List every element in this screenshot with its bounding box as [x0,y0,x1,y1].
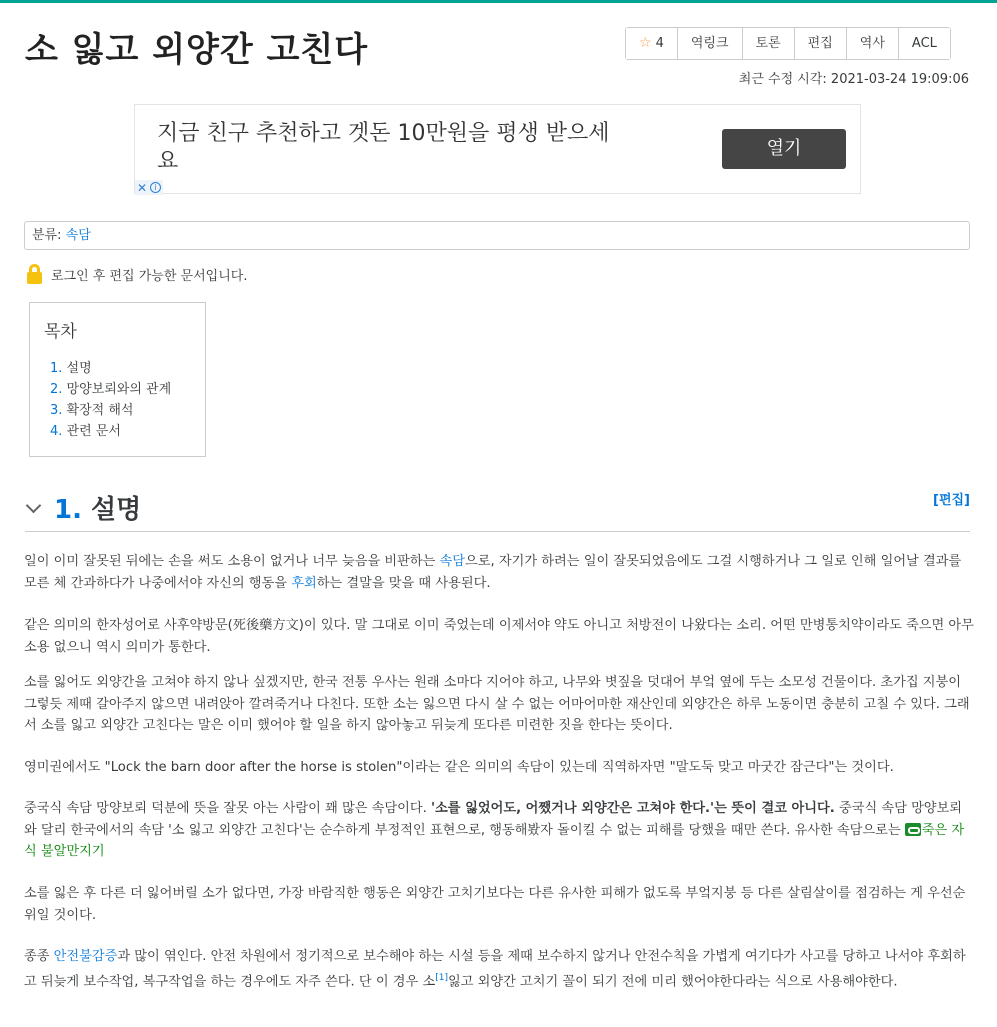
star-icon: ☆ [639,35,652,51]
page-title: 소 잃고 외양간 고친다 [25,30,369,70]
edit-permission-notice [27,264,247,284]
paragraph-7: 종종 안전불감증과 많이 엮인다. 안전 차원에서 정기적으로 보수해야 하는 시설 등을 제때 보수하지 않거나 안전수칙을 가볍게 여기다가 사고를 당하고 나서야 후회하고 뒤늦게 보수작업, 복구작업을 하는 경우에도 자주 쓴다. 단 이 경우 소[1]잃고 외양간 고치기 꼴이 되기 전에 미리 했어야한다라는 식으로 사용해야한다. [24,949,966,989]
chevron-down-icon[interactable] [26,498,42,514]
external-link-icon [905,823,921,836]
discussion-button[interactable]: 토론 [742,28,794,59]
info-icon[interactable]: i [150,182,161,193]
paragraph-6: 소를 잃은 후 다른 더 잃어버릴 소가 없다면, 가장 바람직한 행동은 외양간 고치기보다는 다른 유사한 피해가 없도록 부엌지붕 등 다른 살림살이를 점검하는 게 우선순위일 것이다. [24,886,966,923]
edit-button[interactable]: 편집 [794,28,846,59]
link-proverb[interactable]: 속담 [439,554,466,569]
toc-item[interactable]: 1. 설명 [50,361,92,376]
paragraph-1: 일이 이미 잘못된 뒤에는 손을 써도 소용이 없거나 너무 늦음을 비판하는 속담으로, 자기가 하려는 일이 잘못되었음에도 그걸 시행하거나 그 일로 인해 일어날 결과를 모른 체 간과하다가 나중에서야 자신의 행동을 후회하는 결말을 맞을 때 사용된다. [24,554,962,591]
lock-notice-text: 로그인 후 편집 가능한 문서입니다. [51,268,248,284]
link-related-proverb[interactable]: 죽은 자식 불알만지기 [24,822,965,859]
category-link[interactable]: 속담 [65,228,91,243]
footnote-link[interactable]: [1] [435,972,448,983]
document-actions [625,27,951,60]
toc-item[interactable]: 4. 관련 문서 [50,424,121,439]
ad-text: 지금 친구 추천하고 겟돈 10만원을 평생 받으세요 [157,121,610,174]
category-box [24,221,970,250]
advertisement-banner[interactable] [134,104,861,194]
table-of-contents [29,302,206,457]
toc-item[interactable]: 2. 망양보뢰와의 관계 [50,382,172,397]
section-edit-link[interactable]: [편집] [933,493,970,508]
star-button[interactable] [626,28,677,59]
paragraph-4: 영미권에서도 "Lock the barn door after the horse is stolen"이라는 같은 의미의 속담이 있는데 직역하자면 "말도둑 맞고 마굿간 잠근다"는 것이다. [24,760,894,775]
top-accent-bar [0,0,997,3]
star-count: 4 [655,36,664,51]
category-label: 분류: [32,228,62,243]
paragraph-3: 소를 잃어도 외양간을 고쳐야 하지 않나 싶겠지만, 한국 전통 우사는 원래 소마다 지어야 하고, 나무와 볏짚을 덧대어 부엌 옆에 두는 소모성 건물이다. 초가집 지붕이 그렇듯 제때 갈아주지 않으면 내려앉아 깔려죽거나 다친다. 또한 소는 잃으면 다시 살 수 없는 어마어마한 재산인데 외양간은 하루 노동이면 충분히 고칠 수 있다. 그래서 소를 잃고 외양간 고친다는 말은 이미 했어야 할 일을 하지 않아놓고 뒤늦게 또다른 미련한 짓을 한다는 뜻이다. [24,675,970,733]
backlinks-button[interactable]: 역링크 [677,28,742,59]
paragraph-5: 중국식 속담 망양보뢰 덕분에 뜻을 잘못 아는 사람이 꽤 많은 속담이다. '소를 잃었어도, 어쨌거나 외양간은 고쳐야 한다.'는 뜻이 결코 아니다. 중국식 속담 망양보뢰와 달리 한국에서의 속담 '소 잃고 외양간 고친다'는 순수하게 부정적인 표현으로, 행동해봤자 돌이킬 수 없는 피해를 당했을 때만 쓴다. 유사한 속담으로는 죽은 자식 불알만지기 [24,801,965,859]
close-icon[interactable]: ✕ [137,180,148,195]
last-modified: 최근 수정 시각: 2021-03-24 19:09:06 [738,72,969,87]
acl-button[interactable]: ACL [898,28,950,59]
ad-choices[interactable] [135,180,163,195]
section-title: 1. 설명 [54,495,142,525]
paragraph-2: 같은 의미의 한자성어로 사후약방문(死後藥方文)이 있다. 말 그대로 이미 죽었는데 이제서야 약도 아니고 처방전이 나왔다는 소리. 어떤 만병통치약이라도 죽으면 아무 소용 없으니 역시 의미가 통한다. [24,618,974,655]
link-safety[interactable]: 안전불감증 [53,949,118,964]
toc-title: 목차 [44,322,77,342]
history-button[interactable]: 역사 [846,28,898,59]
ad-open-button[interactable]: 열기 [722,129,846,169]
lock-icon [27,264,42,284]
link-regret[interactable]: 후회 [291,575,317,591]
toc-item[interactable]: 3. 확장적 해석 [50,403,134,418]
section-heading [25,489,970,532]
